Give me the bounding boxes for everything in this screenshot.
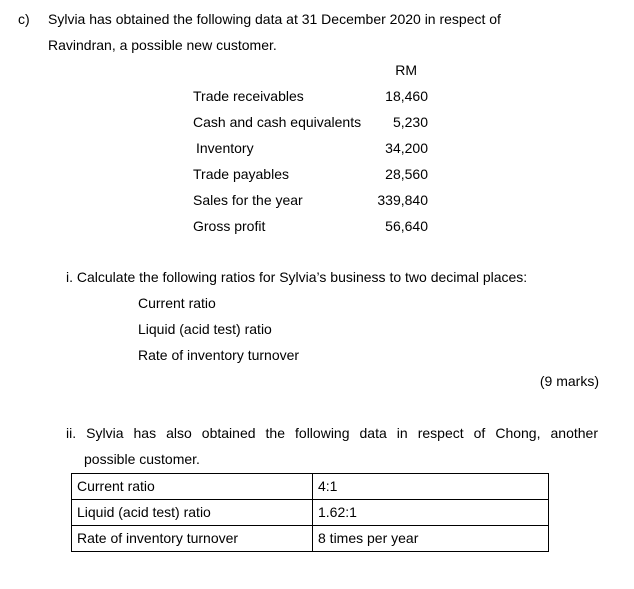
data-row-label: Cash and cash equivalents (193, 114, 362, 130)
part-ii-instruction-line2: possible customer. (84, 451, 200, 467)
data-row-amount: 339,840 (377, 192, 428, 208)
ratio-value-cell: 8 times per year (313, 526, 549, 552)
ratio-name-cell: Liquid (acid test) ratio (72, 500, 313, 526)
data-row-label: Trade receivables (193, 88, 304, 104)
table-row (72, 526, 549, 552)
part-i-instruction: i. Calculate the following ratios for Sylvia’s business to two decimal places: (66, 269, 528, 285)
data-row-amount: 5,230 (392, 114, 428, 130)
currency-header: RM (395, 62, 417, 78)
ratio-name-cell: Rate of inventory turnover (72, 526, 313, 552)
question-intro-line2: Ravindran, a possible new customer. (48, 37, 277, 53)
data-row-label: Trade payables (193, 166, 289, 182)
data-row-label: Inventory (196, 140, 254, 156)
data-row-label: Sales for the year (193, 192, 303, 208)
data-row-amount: 56,640 (385, 218, 428, 234)
data-row-amount: 28,560 (385, 166, 428, 182)
ratio-item: Current ratio (138, 295, 216, 311)
part-ii-instruction-line1: ii. Sylvia has also obtained the following data in respect of Chong, another (66, 425, 598, 441)
marks-label: (9 marks) (539, 373, 599, 389)
table-row (72, 474, 549, 500)
data-row-amount: 34,200 (385, 140, 428, 156)
ratio-value-cell: 4:1 (313, 474, 549, 500)
chong-ratio-table (71, 473, 549, 552)
data-row-label: Gross profit (193, 218, 266, 234)
ratio-item: Rate of inventory turnover (138, 347, 300, 363)
ratio-value-cell: 1.62:1 (313, 500, 549, 526)
data-row-amount: 18,460 (385, 88, 428, 104)
table-row (72, 500, 549, 526)
ratio-item: Liquid (acid test) ratio (138, 321, 272, 337)
question-label: c) (18, 11, 30, 27)
question-intro-line1: Sylvia has obtained the following data at 31 December 2020 in respect of (48, 11, 501, 27)
ratio-name-cell: Current ratio (72, 474, 313, 500)
